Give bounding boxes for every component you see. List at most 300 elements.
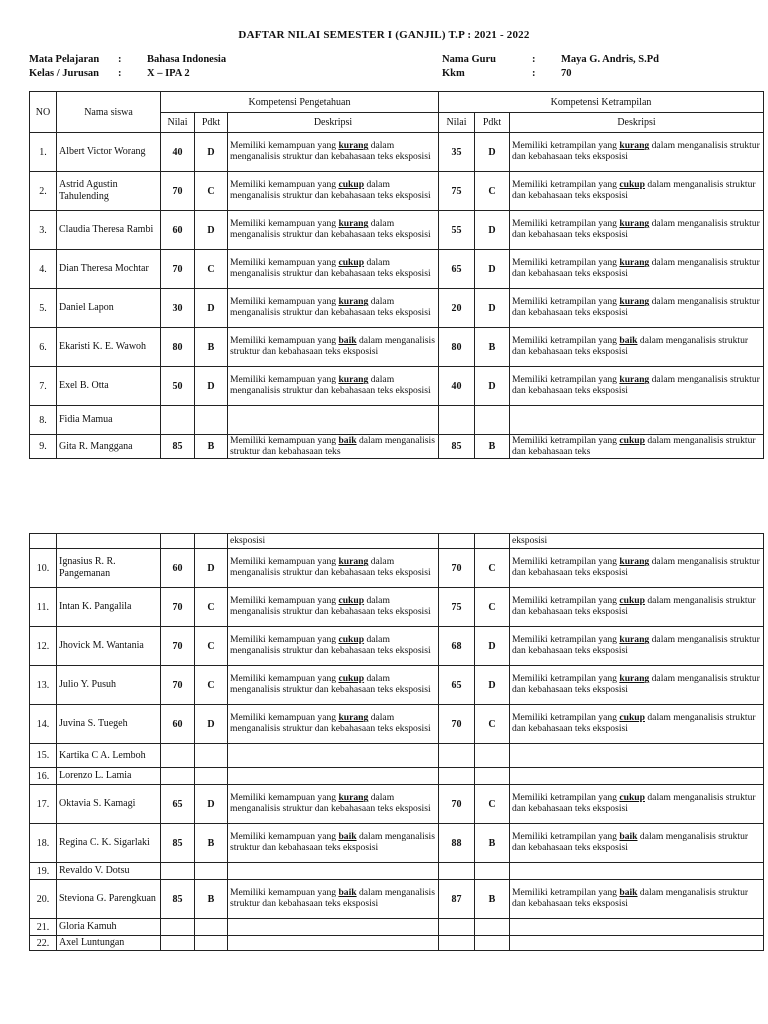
student-name: Steviona G. Parengkuan <box>57 880 161 919</box>
description-suffix: dalam menganalisis struktur dan kebahasaan teks eksposisi <box>230 218 431 240</box>
knowledge-description <box>228 328 439 367</box>
skills-score <box>439 406 475 435</box>
description-prefix: Memiliki kemampuan yang <box>230 887 339 899</box>
header-skills: Kompetensi Ketrampilan <box>439 92 764 113</box>
description-level: baik <box>338 335 357 347</box>
skills-description <box>510 785 764 824</box>
skills-score: 55 <box>439 211 475 250</box>
knowledge-score <box>161 768 195 785</box>
description-level: cukup <box>338 595 365 607</box>
description-prefix: Memiliki kemampuan yang <box>230 634 339 646</box>
description-tail: eksposisi <box>512 534 548 546</box>
student-row <box>30 289 764 328</box>
description-level: cukup <box>619 712 645 724</box>
student-name: Claudia Theresa Rambi <box>57 211 161 250</box>
knowledge-score: 80 <box>161 328 195 367</box>
skills-predicate: C <box>475 785 510 824</box>
description-prefix: Memiliki ketrampilan yang <box>512 595 620 607</box>
knowledge-description <box>228 435 439 459</box>
description-suffix: dalam menganalisis struktur dan kebahasaan teks eksposisi <box>512 792 756 814</box>
student-row <box>30 549 764 588</box>
knowledge-predicate: C <box>195 172 228 211</box>
description-suffix: dalam menganalisis struktur dan kebahasaan teks eksposisi <box>230 595 431 617</box>
description-suffix: dalam menganalisis struktur dan kebahasaan teks <box>230 434 435 457</box>
student-number: 11. <box>30 588 57 627</box>
teacher-value: Maya G. Andris, S.Pd <box>561 54 660 65</box>
header-knowledge: Kompetensi Pengetahuan <box>161 92 439 113</box>
skills-description <box>510 880 764 919</box>
knowledge-description <box>228 627 439 666</box>
knowledge-predicate: D <box>195 211 228 250</box>
description-prefix: Memiliki ketrampilan yang <box>512 296 620 308</box>
knowledge-predicate <box>195 406 228 435</box>
student-row <box>30 919 764 936</box>
knowledge-description <box>228 250 439 289</box>
description-level: baik <box>619 887 638 899</box>
skills-description <box>510 919 764 936</box>
knowledge-predicate: D <box>195 705 228 744</box>
description-level: cukup <box>338 634 365 646</box>
skills-predicate: B <box>475 824 510 863</box>
skills-predicate: B <box>475 328 510 367</box>
skills-description <box>510 211 764 250</box>
knowledge-score <box>161 863 195 880</box>
description-level: baik <box>619 335 638 347</box>
description-prefix: Memiliki kemampuan yang <box>230 595 339 607</box>
teacher-sep: : <box>532 54 536 65</box>
description-prefix: Memiliki kemampuan yang <box>230 556 339 568</box>
description-level: kurang <box>619 374 650 386</box>
skills-description <box>510 936 764 951</box>
knowledge-predicate: D <box>195 367 228 406</box>
skills-description <box>510 435 764 459</box>
continuation-row <box>30 534 764 549</box>
skills-description <box>510 863 764 880</box>
student-name: Gita R. Manggana <box>57 435 161 459</box>
student-name: Intan K. Pangalila <box>57 588 161 627</box>
description-suffix: dalam menganalisis struktur dan kebahasaan teks eksposisi <box>230 887 435 909</box>
knowledge-score: 65 <box>161 785 195 824</box>
knowledge-description <box>228 824 439 863</box>
knowledge-predicate <box>195 863 228 880</box>
knowledge-predicate: B <box>195 880 228 919</box>
skills-score: 65 <box>439 250 475 289</box>
description-level: kurang <box>619 140 650 152</box>
header-s-pdkt: Pdkt <box>475 113 510 133</box>
student-number: 10. <box>30 549 57 588</box>
knowledge-score: 70 <box>161 172 195 211</box>
description-level: kurang <box>619 257 650 269</box>
student-row <box>30 785 764 824</box>
description-prefix: Memiliki ketrampilan yang <box>512 712 620 724</box>
skills-score: 70 <box>439 785 475 824</box>
student-name-empty <box>57 534 161 549</box>
student-row <box>30 435 764 459</box>
knowledge-predicate <box>195 768 228 785</box>
student-row <box>30 172 764 211</box>
skills-score: 87 <box>439 880 475 919</box>
description-level: kurang <box>619 634 650 646</box>
description-suffix: dalam menganalisis struktur dan kebahasaan teks eksposisi <box>230 792 431 814</box>
description-prefix: Memiliki ketrampilan yang <box>512 831 620 843</box>
description-suffix: dalam menganalisis struktur dan kebahasaan teks eksposisi <box>230 140 431 162</box>
skills-description <box>510 133 764 172</box>
description-prefix: Memiliki kemampuan yang <box>230 673 339 685</box>
description-prefix: Memiliki ketrampilan yang <box>512 218 620 230</box>
kkm-value: 70 <box>561 68 572 79</box>
skills-score-empty <box>439 534 475 549</box>
knowledge-description <box>228 936 439 951</box>
skills-predicate: C <box>475 588 510 627</box>
kkm-label: Kkm <box>442 68 465 79</box>
knowledge-predicate <box>195 744 228 768</box>
student-row <box>30 627 764 666</box>
skills-description <box>510 744 764 768</box>
knowledge-description <box>228 666 439 705</box>
knowledge-score: 60 <box>161 705 195 744</box>
description-prefix: Memiliki ketrampilan yang <box>512 434 620 446</box>
description-suffix: dalam menganalisis struktur dan kebahasaan teks eksposisi <box>512 634 760 656</box>
student-row <box>30 367 764 406</box>
student-number: 9. <box>30 435 57 459</box>
student-number: 17. <box>30 785 57 824</box>
description-level: cukup <box>619 434 645 446</box>
skills-description <box>510 172 764 211</box>
description-level: cukup <box>338 673 365 685</box>
description-prefix: Memiliki kemampuan yang <box>230 434 339 446</box>
knowledge-description <box>228 367 439 406</box>
student-name: Julio Y. Pusuh <box>57 666 161 705</box>
knowledge-predicate <box>195 919 228 936</box>
description-prefix: Memiliki kemampuan yang <box>230 374 339 386</box>
description-tail: eksposisi <box>230 534 266 546</box>
student-number: 19. <box>30 863 57 880</box>
student-name: Dian Theresa Mochtar <box>57 250 161 289</box>
description-prefix: Memiliki ketrampilan yang <box>512 887 620 899</box>
description-suffix: dalam menganalisis struktur dan kebahasaan teks eksposisi <box>512 257 760 279</box>
student-row <box>30 936 764 951</box>
knowledge-score <box>161 406 195 435</box>
description-level: cukup <box>338 257 365 269</box>
student-name: Ekaristi K. E. Wawoh <box>57 328 161 367</box>
skills-score <box>439 744 475 768</box>
skills-score: 70 <box>439 705 475 744</box>
skills-score: 68 <box>439 627 475 666</box>
student-name: Kartika C A. Lemboh <box>57 744 161 768</box>
header-k-deskripsi: Deskripsi <box>228 113 439 133</box>
description-level: kurang <box>619 218 650 230</box>
knowledge-predicate: C <box>195 588 228 627</box>
description-prefix: Memiliki ketrampilan yang <box>512 374 620 386</box>
skills-predicate-empty <box>475 534 510 549</box>
header-s-deskripsi: Deskripsi <box>510 113 764 133</box>
description-level: baik <box>338 887 357 899</box>
description-suffix: dalam menganalisis struktur dan kebahasaan teks eksposisi <box>512 335 749 357</box>
knowledge-predicate: B <box>195 824 228 863</box>
knowledge-score: 70 <box>161 250 195 289</box>
knowledge-description <box>228 919 439 936</box>
skills-predicate: C <box>475 705 510 744</box>
description-suffix: dalam menganalisis struktur dan kebahasaan teks eksposisi <box>230 335 435 357</box>
grades-table-page-2 <box>29 533 764 951</box>
skills-predicate: D <box>475 666 510 705</box>
student-name: Exel B. Otta <box>57 367 161 406</box>
class-sep: : <box>118 68 122 79</box>
student-row <box>30 250 764 289</box>
knowledge-predicate: C <box>195 250 228 289</box>
student-name: Astrid Agustin Tahulending <box>57 172 161 211</box>
skills-score: 35 <box>439 133 475 172</box>
header-name: Nama siswa <box>57 92 161 133</box>
skills-predicate: D <box>475 627 510 666</box>
skills-predicate: D <box>475 211 510 250</box>
description-level: kurang <box>338 712 369 724</box>
description-suffix: dalam menganalisis struktur dan kebahasaan teks eksposisi <box>230 374 431 396</box>
student-name: Revaldo V. Dotsu <box>57 863 161 880</box>
knowledge-description <box>228 705 439 744</box>
skills-description <box>510 666 764 705</box>
skills-description <box>510 250 764 289</box>
student-number: 14. <box>30 705 57 744</box>
knowledge-predicate <box>195 936 228 951</box>
skills-predicate: B <box>475 880 510 919</box>
student-number: 22. <box>30 936 57 951</box>
description-level: kurang <box>338 374 369 386</box>
student-name: Lorenzo L. Lamia <box>57 768 161 785</box>
knowledge-description <box>228 133 439 172</box>
skills-description <box>510 328 764 367</box>
description-prefix: Memiliki kemampuan yang <box>230 218 339 230</box>
knowledge-description <box>228 744 439 768</box>
skills-description <box>510 367 764 406</box>
student-number: 12. <box>30 627 57 666</box>
student-number: 5. <box>30 289 57 328</box>
knowledge-score: 70 <box>161 666 195 705</box>
description-suffix: dalam menganalisis struktur dan kebahasaan teks eksposisi <box>512 374 760 396</box>
knowledge-score: 70 <box>161 588 195 627</box>
skills-score: 40 <box>439 367 475 406</box>
description-suffix: dalam menganalisis struktur dan kebahasaan teks eksposisi <box>512 218 760 240</box>
student-row <box>30 328 764 367</box>
student-row <box>30 824 764 863</box>
description-level: baik <box>619 831 638 843</box>
description-suffix: dalam menganalisis struktur dan kebahasaan teks eksposisi <box>512 673 760 695</box>
description-prefix: Memiliki ketrampilan yang <box>512 792 620 804</box>
description-prefix: Memiliki kemampuan yang <box>230 296 339 308</box>
knowledge-score: 70 <box>161 627 195 666</box>
description-level: kurang <box>619 673 650 685</box>
description-prefix: Memiliki ketrampilan yang <box>512 257 620 269</box>
skills-predicate: C <box>475 172 510 211</box>
description-suffix: dalam menganalisis struktur dan kebahasaan teks eksposisi <box>230 831 435 853</box>
description-level: cukup <box>619 792 645 804</box>
skills-score: 80 <box>439 328 475 367</box>
description-suffix: dalam menganalisis struktur dan kebahasaan teks eksposisi <box>512 556 760 578</box>
skills-description <box>510 627 764 666</box>
skills-predicate: D <box>475 133 510 172</box>
description-level: baik <box>338 434 357 446</box>
kkm-sep: : <box>532 68 536 79</box>
student-number: 2. <box>30 172 57 211</box>
student-number: 7. <box>30 367 57 406</box>
description-level: cukup <box>338 179 365 191</box>
description-prefix: Memiliki kemampuan yang <box>230 831 339 843</box>
student-name: Juvina S. Tuegeh <box>57 705 161 744</box>
skills-predicate: D <box>475 250 510 289</box>
student-row <box>30 588 764 627</box>
description-suffix: dalam menganalisis struktur dan kebahasaan teks eksposisi <box>512 887 749 909</box>
header-k-nilai: Nilai <box>161 113 195 133</box>
description-level: cukup <box>619 595 645 607</box>
knowledge-description <box>228 172 439 211</box>
skills-score: 65 <box>439 666 475 705</box>
student-name: Oktavia S. Kamagi <box>57 785 161 824</box>
document-title: DAFTAR NILAI SEMESTER I (GANJIL) T.P : 2021 - 2022 <box>238 29 530 41</box>
knowledge-score: 85 <box>161 880 195 919</box>
student-number-empty <box>30 534 57 549</box>
student-number: 1. <box>30 133 57 172</box>
student-number: 21. <box>30 919 57 936</box>
description-level: kurang <box>338 792 369 804</box>
knowledge-description <box>228 289 439 328</box>
student-number: 8. <box>30 406 57 435</box>
skills-description <box>510 588 764 627</box>
knowledge-predicate-empty <box>195 534 228 549</box>
header-k-pdkt: Pdkt <box>195 113 228 133</box>
grades-table-page-1 <box>29 91 764 459</box>
skills-predicate <box>475 744 510 768</box>
knowledge-score: 50 <box>161 367 195 406</box>
student-row <box>30 406 764 435</box>
skills-predicate <box>475 863 510 880</box>
skills-predicate <box>475 936 510 951</box>
knowledge-predicate: D <box>195 549 228 588</box>
teacher-label: Nama Guru <box>442 54 496 65</box>
description-prefix: Memiliki ketrampilan yang <box>512 335 620 347</box>
description-suffix: dalam menganalisis struktur dan kebahasaan teks eksposisi <box>230 634 431 656</box>
student-row <box>30 863 764 880</box>
skills-predicate: C <box>475 549 510 588</box>
description-level: kurang <box>338 556 369 568</box>
knowledge-description <box>228 549 439 588</box>
knowledge-predicate: C <box>195 627 228 666</box>
knowledge-description <box>228 768 439 785</box>
description-level: kurang <box>619 296 650 308</box>
description-suffix: dalam menganalisis struktur dan kebahasaan teks eksposisi <box>230 673 431 695</box>
description-suffix: dalam menganalisis struktur dan kebahasaan teks eksposisi <box>512 595 756 617</box>
knowledge-description <box>228 406 439 435</box>
description-prefix: Memiliki ketrampilan yang <box>512 634 620 646</box>
description-prefix: Memiliki ketrampilan yang <box>512 140 620 152</box>
skills-predicate <box>475 768 510 785</box>
knowledge-score: 60 <box>161 549 195 588</box>
student-name: Regina C. K. Sigarlaki <box>57 824 161 863</box>
student-number: 13. <box>30 666 57 705</box>
description-prefix: Memiliki ketrampilan yang <box>512 179 620 191</box>
description-suffix: dalam menganalisis struktur dan kebahasaan teks eksposisi <box>230 296 431 318</box>
student-number: 16. <box>30 768 57 785</box>
student-row <box>30 744 764 768</box>
description-suffix: dalam menganalisis struktur dan kebahasaan teks eksposisi <box>512 296 760 318</box>
skills-description <box>510 289 764 328</box>
skills-score: 75 <box>439 172 475 211</box>
student-name: Jhovick M. Wantania <box>57 627 161 666</box>
skills-description <box>510 705 764 744</box>
description-suffix: dalam menganalisis struktur dan kebahasaan teks eksposisi <box>230 712 431 734</box>
description-suffix: dalam menganalisis struktur dan kebahasaan teks eksposisi <box>512 140 760 162</box>
skills-score <box>439 936 475 951</box>
class-label: Kelas / Jurusan <box>29 68 100 79</box>
skills-description <box>510 549 764 588</box>
skills-description <box>510 406 764 435</box>
student-row <box>30 768 764 785</box>
student-name: Axel Luntungan <box>57 936 161 951</box>
knowledge-description <box>228 211 439 250</box>
knowledge-description <box>228 588 439 627</box>
student-row <box>30 880 764 919</box>
student-number: 18. <box>30 824 57 863</box>
student-name: Daniel Lapon <box>57 289 161 328</box>
knowledge-predicate: B <box>195 328 228 367</box>
knowledge-score <box>161 744 195 768</box>
student-row <box>30 211 764 250</box>
description-suffix: dalam menganalisis struktur dan kebahasaan teks eksposisi <box>512 179 756 201</box>
student-number: 4. <box>30 250 57 289</box>
description-level: kurang <box>338 218 369 230</box>
student-name: Albert Victor Worang <box>57 133 161 172</box>
skills-predicate: D <box>475 289 510 328</box>
description-suffix: dalam menganalisis struktur dan kebahasaan teks eksposisi <box>230 556 431 578</box>
skills-score: 88 <box>439 824 475 863</box>
skills-score: 75 <box>439 588 475 627</box>
knowledge-score <box>161 919 195 936</box>
description-level: kurang <box>619 556 650 568</box>
description-prefix: Memiliki ketrampilan yang <box>512 556 620 568</box>
student-row <box>30 133 764 172</box>
knowledge-score: 40 <box>161 133 195 172</box>
skills-predicate: D <box>475 367 510 406</box>
knowledge-score: 85 <box>161 824 195 863</box>
student-name: Ignasius R. R. Pangemanan <box>57 549 161 588</box>
subject-label: Mata Pelajaran <box>29 54 100 65</box>
description-level: cukup <box>619 179 645 191</box>
student-row <box>30 705 764 744</box>
description-level: baik <box>338 831 357 843</box>
skills-description <box>510 534 764 549</box>
subject-sep: : <box>118 54 122 65</box>
skills-score <box>439 768 475 785</box>
knowledge-description <box>228 534 439 549</box>
description-prefix: Memiliki kemampuan yang <box>230 792 339 804</box>
skills-predicate <box>475 919 510 936</box>
knowledge-score <box>161 936 195 951</box>
student-number: 20. <box>30 880 57 919</box>
subject-value: Bahasa Indonesia <box>147 54 227 65</box>
skills-score <box>439 919 475 936</box>
student-number: 3. <box>30 211 57 250</box>
description-prefix: Memiliki kemampuan yang <box>230 257 339 269</box>
knowledge-score: 60 <box>161 211 195 250</box>
knowledge-predicate: D <box>195 133 228 172</box>
description-prefix: Memiliki kemampuan yang <box>230 179 339 191</box>
knowledge-score: 30 <box>161 289 195 328</box>
knowledge-description <box>228 863 439 880</box>
description-level: kurang <box>338 296 369 308</box>
header-s-nilai: Nilai <box>439 113 475 133</box>
skills-score <box>439 863 475 880</box>
description-prefix: Memiliki kemampuan yang <box>230 712 339 724</box>
description-prefix: Memiliki ketrampilan yang <box>512 673 620 685</box>
